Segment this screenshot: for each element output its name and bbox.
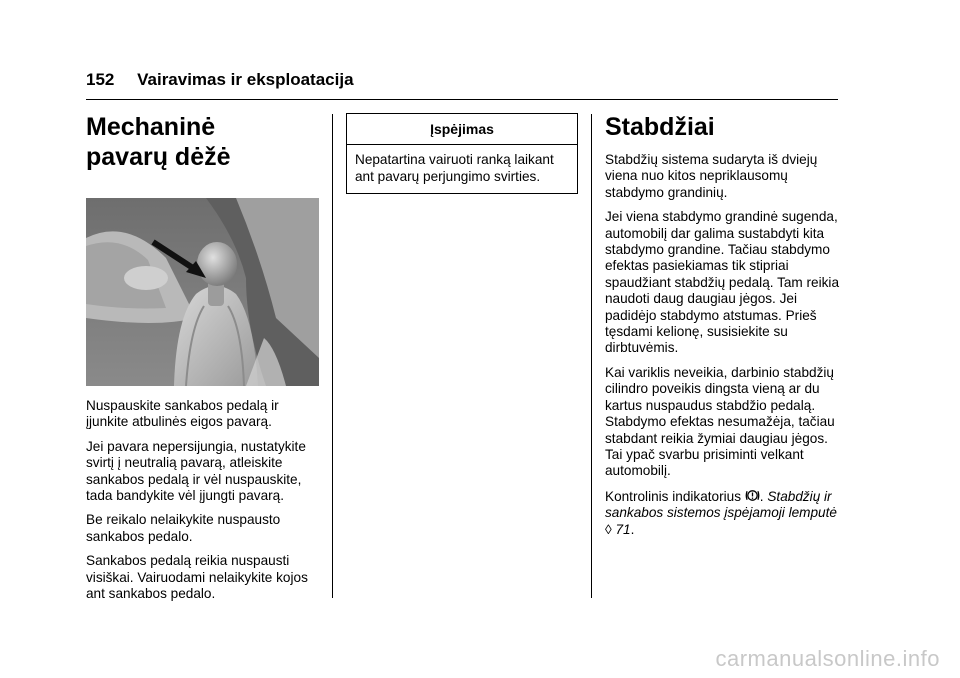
manual-gearbox-paragraph-4: Sankabos pedalą reikia nuspausti visiškai. Vairuodami nelaikykite kojos ant sankabos pedalo. [86,553,308,602]
column-divider-2 [591,114,592,598]
brakes-paragraph-3: Kai variklis neveikia, darbinio stabdžių cilindro poveikis dingsta vieną ar du kartus nuspaudus stabdžio pedalą. Stabdymo efektas nesumažėja, tačiau stabdant reikia žymiai daugiau jėgos. Tai ypač svarbu prisiminti velkant automobilį. [605,364,835,479]
page-header [86,70,354,90]
reference-page-number[interactable]: 71 [615,521,631,537]
warning-box [346,113,578,194]
column-manual-gearbox [86,112,322,610]
brake-warning-icon [745,488,760,503]
column-divider-1 [332,114,333,598]
reference-end: . [630,521,635,537]
brakes-paragraph-2: Jei viena stabdymo grandinė sugenda, automobilį dar galima sustabdyti kita stabdymo grandine. Tačiau stabdymo efektas pasiekiamas tik stipriai spaudžiant stabdžių pedalą. Tam reikia naudoti daug daugiau jėgos. Jei padidėjo stabdymo atstumas. Prieš tęsdami kelionę, susisiekite su dirbtuvėmis. [605,209,840,356]
page-reference-arrow-icon: ◊ [605,521,612,537]
column-warning [346,113,578,194]
warning-text: Nepatartina vairuoti ranką laikant ant pavarų perjungimo svirties. [355,152,554,184]
header-divider [86,99,838,100]
brakes-paragraph-4 [605,488,841,538]
brakes-paragraph-1: Stabdžių sistema sudaryta iš dviejų viena nuo kitos nepriklausomų stabdymo grandinių. [605,152,818,200]
manual-gearbox-paragraph-3: Be reikalo nelaikykite nuspausto sankabos pedalo. [86,512,281,544]
manual-gearbox-heading [86,112,322,172]
brake-indicator-reference-link[interactable]: Stabdžių ir sankabos sistemos įspėjamoji lemputė [605,488,837,521]
warning-title: Įspėjimas [347,114,577,145]
page-number: 152 [86,70,115,89]
watermark: carmanualsonline.info [715,646,940,671]
manual-gearbox-paragraph-1: Nuspauskite sankabos pedalą ir įjunkite atbulinės eigos pavarą. [86,398,279,430]
heading-line-2: pavarų dėžė [86,143,231,171]
section-title: Vairavimas ir eksploatacija [137,70,354,89]
column-brakes [605,112,841,546]
gear-shift-arrow-illustration [86,198,319,386]
heading-line-1: Mechaninė [86,113,216,141]
indicator-separator: . [759,488,764,504]
manual-gearbox-paragraph-2: Jei pavara nepersijungia, nustatykite svirtį į neutralią pavarą, atleiskite sankabos pedalą ir vėl nuspauskite, tada bandykite vėl įjungti pavarą. [86,438,306,504]
brakes-heading: Stabdžiai [605,113,715,141]
indicator-text: Kontrolinis indikatorius [605,488,742,504]
